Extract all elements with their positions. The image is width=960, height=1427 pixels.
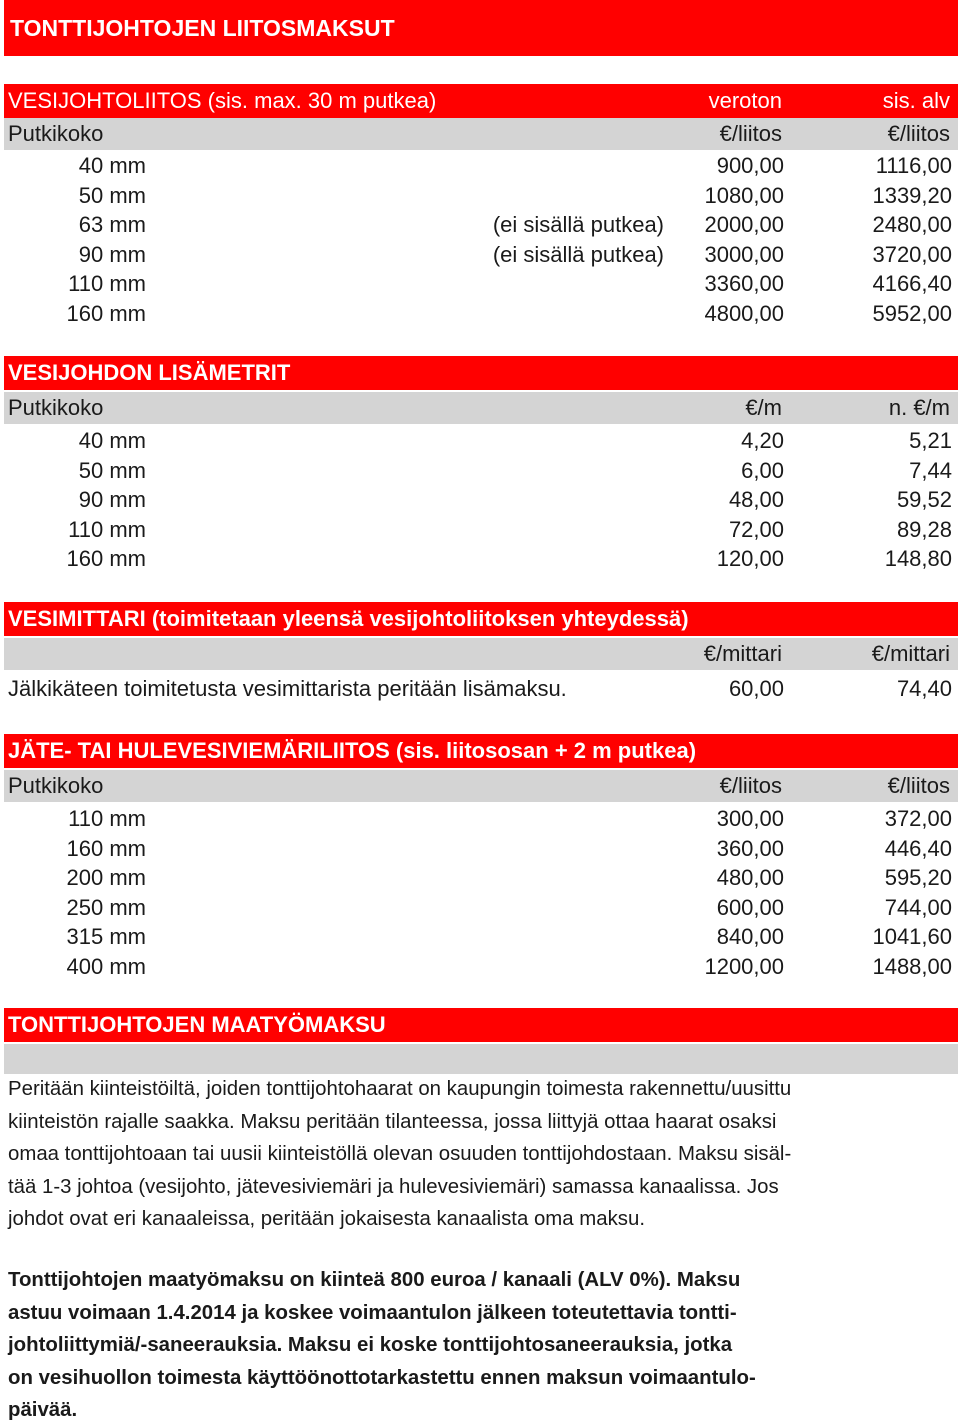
water-connection-subheader — [4, 118, 958, 150]
pipe-size: 40 mm — [78, 153, 146, 178]
sewer-unit-b: €/liitos — [887, 773, 950, 798]
price-excl-vat: 1080,00 — [704, 182, 784, 208]
price-excl-vat: 2000,00 — [704, 212, 784, 237]
sewer-connection-heading: JÄTE- TAI HULEVESIVIEMÄRILIITOS (sis. liitososan + 2 m putkea) — [8, 738, 697, 763]
paragraph-line: kiinteistön rajalle saakka. Maksu peritään tilanteessa, jossa liittyjä ottaa haarat osaksi — [8, 1110, 777, 1133]
water-unit-b: €/liitos — [887, 121, 950, 146]
water-connection-heading: VESIJOHTOLIITOS (sis. max. 30 m putkea) — [8, 88, 437, 113]
price-per-meter-vat: 7,44 — [909, 457, 952, 483]
table-row — [0, 151, 960, 180]
price-per-meter: 4,20 — [741, 428, 784, 453]
price-per-meter: 48,00 — [728, 487, 784, 512]
price-excl-vat: 3360,00 — [704, 271, 784, 296]
paragraph-line: päivää. — [8, 1399, 78, 1421]
earthwork-fee-subheader — [4, 1044, 958, 1074]
pipe-size: 110 mm — [68, 271, 146, 296]
price-excl-vat: 840,00 — [716, 924, 784, 949]
meter-price-excl-vat: 60,00 — [728, 676, 784, 701]
pipe-size: 160 mm — [66, 546, 146, 571]
pipe-size: 50 mm — [78, 182, 146, 208]
pipe-size: 40 mm — [78, 428, 146, 453]
sewer-connection-header — [4, 734, 958, 768]
water-col-a-head: veroton — [708, 88, 782, 113]
pipe-size: 110 mm — [68, 516, 146, 542]
pipe-size: 110 mm — [68, 806, 146, 831]
price-excl-vat: 1200,00 — [704, 953, 784, 979]
price-incl-vat: 1488,00 — [872, 953, 952, 979]
page-title-text: TONTTIJOHTOJEN LIITOSMAKSUT — [10, 14, 395, 41]
table-row — [0, 456, 960, 485]
earthwork-description — [8, 1073, 954, 1236]
water-meter-header — [4, 602, 958, 636]
price-per-meter-vat: 5,21 — [909, 428, 952, 453]
paragraph-line: astuu voimaan 1.4.2014 ja koskee voimaantulon jälkeen toteutettavia tontti- — [8, 1301, 737, 1324]
price-per-meter-vat: 59,52 — [896, 487, 952, 512]
price-incl-vat: 1339,20 — [872, 182, 952, 208]
water-meter-heading: VESIMITTARI (toimitetaan yleensä vesijohtoliitoksen yhteydessä) — [8, 606, 689, 631]
table-row — [0, 952, 960, 981]
price-incl-vat: 744,00 — [884, 894, 952, 920]
pipe-size: 160 mm — [66, 835, 146, 861]
pipe-size: 50 mm — [78, 457, 146, 483]
water-subhead-label: Putkikoko — [8, 121, 104, 146]
paragraph-line: omaa tonttijohtoaan tai uusii kiinteistöllä olevan osuuden tonttijohdostaan. Maksu sisäl- — [8, 1143, 792, 1165]
price-excl-vat: 360,00 — [716, 835, 784, 861]
price-incl-vat: 1116,00 — [875, 153, 952, 178]
meter-unit-a: €/mittari — [703, 641, 782, 666]
table-row — [0, 269, 960, 298]
paragraph-line: Peritään kiinteistöiltä, joiden tonttijohtohaarat on kaupungin toimesta rakennettu/uusittu — [8, 1078, 792, 1100]
price-per-meter: 72,00 — [728, 516, 784, 542]
price-incl-vat: 5952,00 — [872, 300, 952, 326]
table-row — [0, 893, 960, 922]
price-incl-vat: 446,40 — [884, 835, 952, 861]
paragraph-line: Tonttijohtojen maatyömaksu on kiinteä 800 euroa / kanaali (ALV 0%). Maksu — [8, 1269, 741, 1291]
price-incl-vat: 4166,40 — [872, 271, 952, 296]
pipe-size: 90 mm — [78, 241, 146, 267]
extra-unit-a: €/m — [745, 395, 782, 420]
extra-unit-b: n. €/m — [888, 395, 950, 420]
extra-meters-heading: VESIJOHDON LISÄMETRIT — [8, 360, 291, 385]
water-connection-header — [4, 84, 958, 118]
table-row — [0, 485, 960, 514]
meter-row-label: Jälkikäteen toimitetusta vesimittarista peritään lisämaksu. — [8, 676, 567, 701]
pipe-size: 200 mm — [66, 865, 146, 890]
earthwork-fee-heading: TONTTIJOHTOJEN MAATYÖMAKSU — [8, 1012, 386, 1037]
pipe-size: 90 mm — [78, 487, 146, 512]
price-incl-vat: 2480,00 — [872, 212, 952, 237]
price-per-meter-vat: 89,28 — [896, 516, 952, 542]
earthwork-fee-notice — [8, 1264, 954, 1427]
table-row — [0, 181, 960, 210]
table-row — [0, 544, 960, 573]
table-row — [0, 674, 960, 703]
table-row — [0, 515, 960, 544]
water-unit-a: €/liitos — [719, 121, 782, 146]
water-col-b-head: sis. alv — [882, 88, 950, 113]
pipe-size: 63 mm — [78, 212, 146, 237]
pipe-size: 250 mm — [66, 894, 146, 920]
price-excl-vat: 600,00 — [716, 894, 784, 920]
price-per-meter: 6,00 — [741, 457, 784, 483]
price-excl-vat: 900,00 — [716, 153, 784, 178]
price-per-meter: 120,00 — [716, 546, 784, 571]
table-row — [0, 863, 960, 892]
table-row — [0, 804, 960, 833]
row-note: (ei sisällä putkea) — [492, 241, 664, 267]
paragraph-line: tää 1-3 johtoa (vesijohto, jätevesiviemäri ja hulevesiviemäri) samassa kanaalissa. Jos — [8, 1175, 779, 1198]
price-incl-vat: 372,00 — [884, 806, 952, 831]
price-incl-vat: 3720,00 — [872, 241, 952, 267]
sewer-subhead-label: Putkikoko — [8, 773, 104, 798]
table-row — [0, 240, 960, 269]
paragraph-line: johdot ovat eri kanaaleissa, peritään jokaisesta kanaalista oma maksu. — [8, 1208, 645, 1230]
meter-unit-b: €/mittari — [871, 641, 950, 666]
sewer-unit-a: €/liitos — [719, 773, 782, 798]
paragraph-line: johtoliittymiä/-saneerauksia. Maksu ei koske tonttijohtosaneerauksia, jotka — [8, 1334, 733, 1356]
price-incl-vat: 1041,60 — [872, 924, 952, 949]
sewer-connection-subheader — [4, 770, 958, 802]
meter-price-incl-vat: 74,40 — [896, 676, 952, 701]
price-excl-vat: 480,00 — [716, 865, 784, 890]
table-row — [0, 834, 960, 863]
pipe-size: 160 mm — [66, 300, 146, 326]
price-excl-vat: 4800,00 — [704, 300, 784, 326]
table-row — [0, 210, 960, 239]
extra-meters-header — [4, 356, 958, 390]
extra-subhead-label: Putkikoko — [8, 395, 104, 420]
table-row — [0, 426, 960, 455]
water-meter-subheader — [4, 638, 958, 670]
pipe-size: 400 mm — [66, 953, 146, 979]
pipe-size: 315 mm — [66, 924, 146, 949]
earthwork-fee-header — [4, 1008, 958, 1042]
paragraph-line: on vesihuollon toimesta käyttöönottotarkastettu ennen maksun voimaantulo- — [8, 1366, 756, 1389]
page-title — [4, 0, 958, 56]
price-incl-vat: 595,20 — [884, 865, 952, 890]
price-excl-vat: 300,00 — [716, 806, 784, 831]
price-per-meter-vat: 148,80 — [884, 546, 952, 571]
row-note: (ei sisällä putkea) — [492, 212, 664, 237]
table-row — [0, 299, 960, 328]
extra-meters-subheader — [4, 392, 958, 424]
price-excl-vat: 3000,00 — [704, 241, 784, 267]
table-row — [0, 922, 960, 951]
